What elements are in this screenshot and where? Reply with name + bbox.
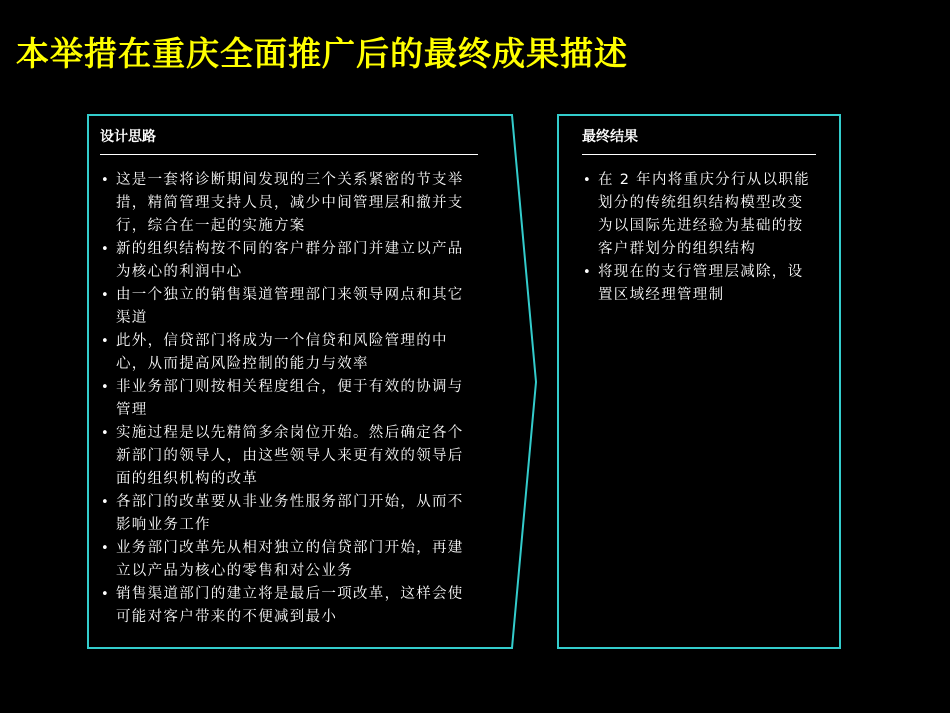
list-item-text: 业务部门改革先从相对独立的信贷部门开始，再建立以产品为核心的零售和对公业务: [116, 540, 464, 579]
list-item-text: 非业务部门则按相关程度组合，便于有效的协调与管理: [116, 379, 464, 418]
list-item-text: 由一个独立的销售渠道管理部门来领导网点和其它渠道: [116, 287, 464, 326]
bullet-icon: •: [101, 426, 110, 441]
heading-divider: [582, 154, 816, 155]
list-item-text: 这是一套将诊断期间发现的三个关系紧密的节支举措，精简管理支持人员，减少中间管理层和撤并支行，综合在一起的实施方案: [116, 172, 464, 234]
list-item: [582, 261, 816, 307]
list-item: [582, 169, 816, 261]
list-item-text: 此外，信贷部门将成为一个信贷和风险管理的中心，从而提高风险控制的能力与效率: [116, 333, 448, 372]
list-item: [100, 284, 478, 330]
bullet-icon: •: [101, 380, 110, 395]
list-item-text: 在 2 年内将重庆分行从以职能划分的传统组织结构模型改变为以国际先进经验为基础的按客户群划分的组织结构: [598, 172, 810, 257]
list-item: [100, 491, 478, 537]
list-item: [100, 238, 478, 284]
list-item-text: 将现在的支行管理层减除，设置区域经理管理制: [598, 264, 804, 303]
design-approach-heading: 设计思路: [100, 129, 156, 145]
final-result-list: [582, 169, 816, 307]
heading-divider: [100, 154, 478, 155]
design-approach-panel: [100, 128, 478, 629]
bullet-icon: •: [101, 242, 110, 257]
list-item-text: 各部门的改革要从非业务性服务部门开始，从而不影响业务工作: [116, 494, 464, 533]
bullet-icon: •: [583, 265, 592, 280]
final-result-panel: [582, 128, 816, 307]
bullet-icon: •: [101, 334, 110, 349]
page-title: 本举措在重庆全面推广后的最终成果描述: [16, 34, 628, 73]
list-item-text: 实施过程是以先精简多余岗位开始。然后确定各个新部门的领导人，由这些领导人来更有效的领导后面的组织机构的改革: [116, 425, 464, 487]
bullet-icon: •: [101, 173, 110, 188]
list-item: [100, 583, 478, 629]
bullet-icon: •: [101, 288, 110, 303]
list-item: [100, 330, 478, 376]
bullet-icon: •: [101, 495, 110, 510]
list-item: [100, 169, 478, 238]
list-item: [100, 422, 478, 491]
bullet-icon: •: [101, 541, 110, 556]
list-item-text: 销售渠道部门的建立将是最后一项改革，这样会使可能对客户带来的不便减到最小: [116, 586, 464, 625]
list-item: [100, 376, 478, 422]
list-item-text: 新的组织结构按不同的客户群分部门并建立以产品为核心的利润中心: [116, 241, 464, 280]
list-item: [100, 537, 478, 583]
bullet-icon: •: [583, 173, 592, 188]
final-result-heading: 最终结果: [582, 129, 638, 145]
bullet-icon: •: [101, 587, 110, 602]
design-approach-list: [100, 169, 478, 629]
